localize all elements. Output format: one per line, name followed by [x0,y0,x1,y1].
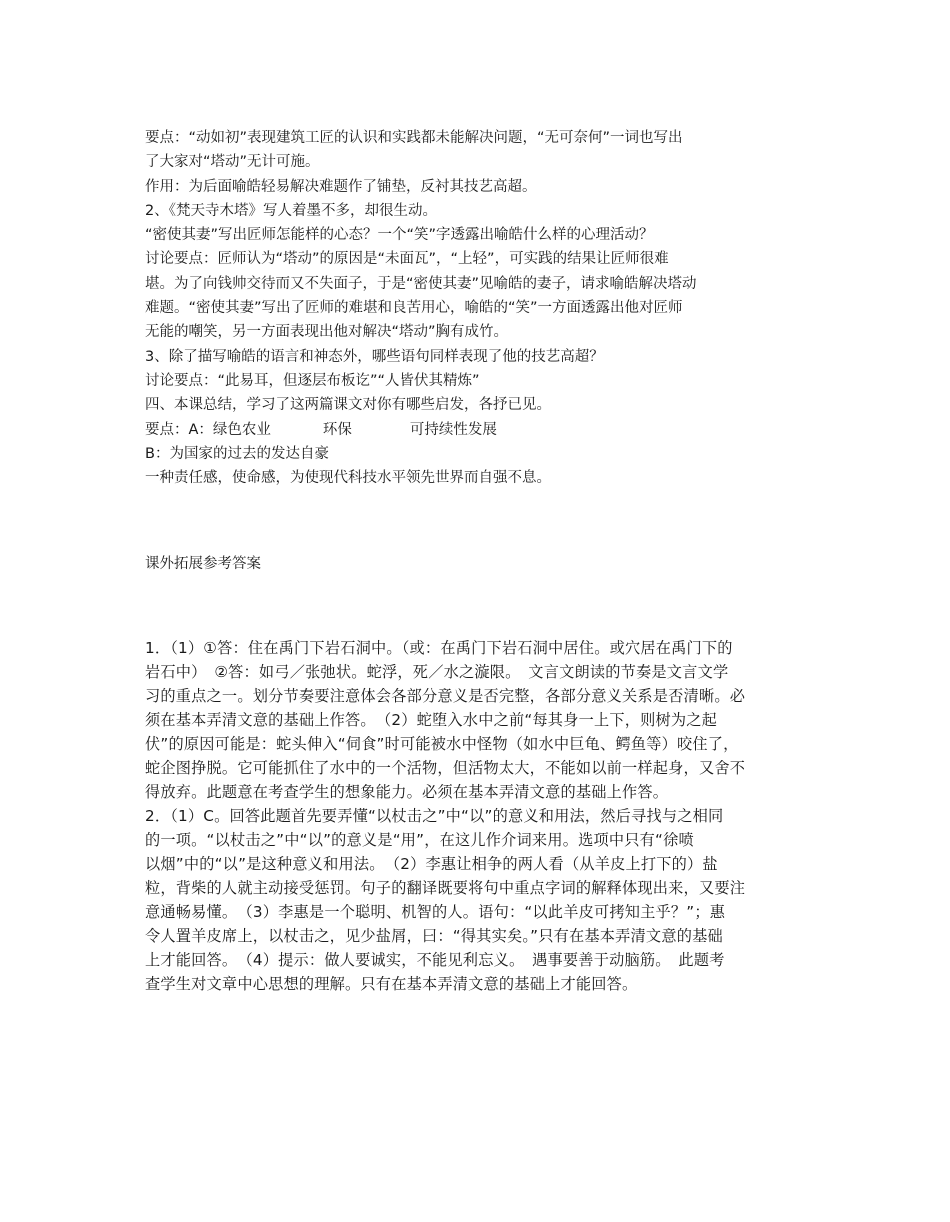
text-line: 无能的嘲笑，另一方面表现出他对解决“塔动”胸有成竹。 [145,324,509,341]
answer-line: 得放弃。此题意在考查学生的想象能力。必须在基本弄清文意的基础上作答。 [145,783,669,801]
section-heading [145,552,815,576]
text-line: 了大家对“塔动”无计可施。 [145,154,320,171]
answer-line: 伏”的原因可能是：蛇头伸入“伺食”时可能被水中怪物（如水中巨龟、鳄鱼等）咬住了， [145,735,739,753]
answer-line: 查学生对文章中心思想的理解。只有在基本弄清文意的基础上才能回答。 [145,975,638,993]
text-line: 3、除了描写喻皓的语言和神态外，哪些语句同样表现了他的技艺高超？ [145,348,604,365]
key-point-item: 可持续性发展 [409,421,497,438]
text-line: 作用：为后面喻皓轻易解决难题作了铺垫，反衬其技艺高超。 [145,178,537,195]
answer-line: 粒，背柴的人就主动接受惩罚。句子的翻译既要将句中重点字词的解释体现出来，又要注 [145,879,746,897]
answer-line: 须在基本弄清文意的基础上作答。 （2）蛇堕入水中之前“每其身一上下，则树为之起 [145,711,718,729]
text-line: 2、《梵天寺木塔》写人着墨不多，却很生动。 [145,202,437,219]
text-line: 讨论要点：“此易耳，但逐层布板讫”“人皆伏其精炼” [145,372,480,389]
key-points-row [145,418,815,442]
text-line: 四、本课总结，学习了这两篇课文对你有哪些启发，各抒已见。 [145,397,551,414]
text-line: 一种责任感，使命感，为使现代科技水平领先世界而自强不息。 [145,470,551,487]
answer-line: 意通畅易懂。 （3）李惠是一个聪明、机智的人。语句：“以此羊皮可拷知主乎？”；惠 [145,903,726,921]
key-point-item: 环保 [322,421,352,438]
text-line: “密使其妻”写出匠师怎能样的心态？一个“笑”字透露出喻皓什么样的心理活动？ [145,227,654,244]
lesson-notes [145,126,815,490]
answer-line: 上才能回答。 （4）提示：做人要诚实，不能见利忘义。 遇事要善于动脑筋。 此题考 [145,951,725,969]
answer-line: 令人置羊皮席上，以杖击之，见少盐屑，曰：“得其实矣。”只有在基本弄清文意的基础 [145,927,723,945]
heading-text: 课外拓展参考答案 [145,556,261,572]
key-points-label: 要点：A：绿色农业 [145,421,271,438]
answer-line: 以烟”中的“以”是这种意义和用法。 （2）李惠让相争的两人看（从羊皮上打下的）盐 [145,855,718,873]
answer-line: 2．（1）C。回答此题首先要弄懂“以杖击之”中“以”的意义和用法，然后寻找与之相同 [145,807,724,825]
text-line: 堪。为了向钱帅交待而又不失面子，于是“密使其妻”见喻皓的妻子，请求喻皓解决塔动 [145,275,697,292]
text-line: 要点：“动如初”表现建筑工匠的认识和实践都未能解决问题，“无可奈何”一词也写出 [145,130,683,146]
answer-line: 岩石中） ②答：如弓／张弛状。蛇浮，死／水之漩限。 文言文朗读的节奏是文言文学 [145,663,729,681]
answer-line: 1．（1）①答：住在禹门下岩石洞中。（或：在禹门下岩石洞中居住。或穴居在禹门下的 [145,639,733,657]
answer-section [145,636,815,996]
answer-line: 的一项。“以杖击之”中“以”的意义是“用”，在这儿作介词来用。选项中只有“徐喷 [145,831,694,849]
text-line: 难题。“密使其妻”写出了匠师的难堪和良苦用心，喻皓的“笑”一方面透露出他对匠师 [145,300,683,317]
text-line: B：为国家的过去的发达自豪 [145,445,329,462]
answer-line: 习的重点之一。划分节奏要注意体会各部分意义是否完整，各部分意义关系是否清晰。必 [145,687,746,705]
answer-line: 蛇企图挣脱。它可能抓住了水中的一个活物，但活物太大，不能如以前一样起身，又舍不 [145,759,746,777]
text-line: 讨论要点：匠师认为“塔动”的原因是“未面瓦”，“上轻”，可实践的结果让匠师很难 [145,251,669,268]
